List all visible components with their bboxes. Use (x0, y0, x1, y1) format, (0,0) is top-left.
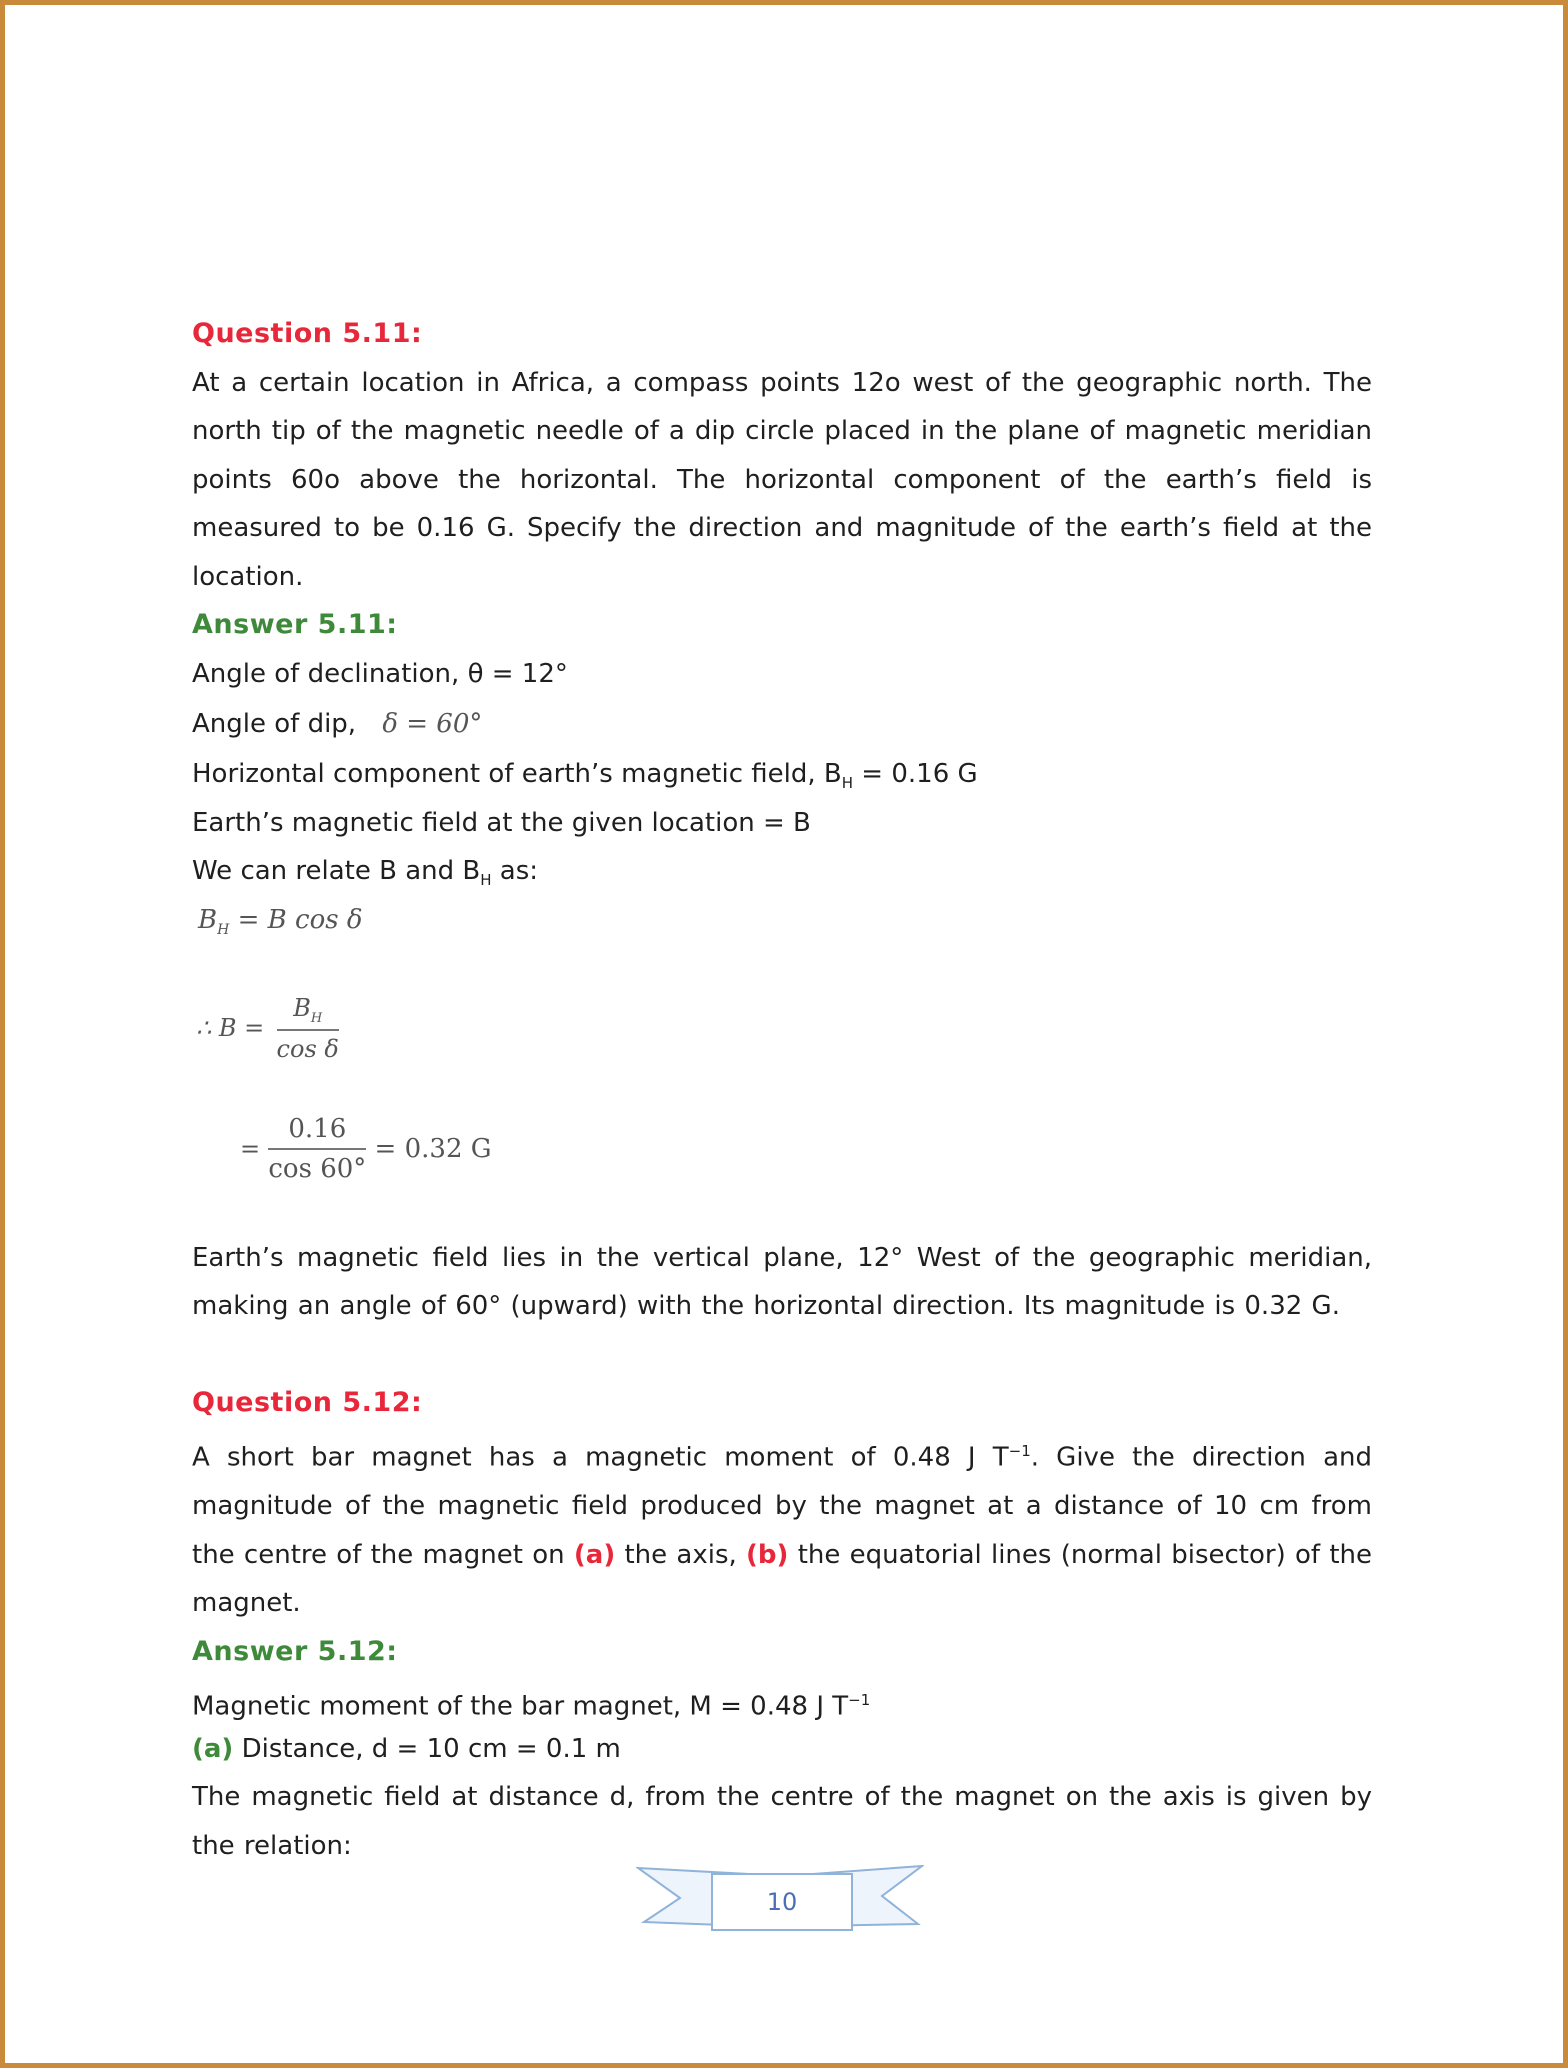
q512-label-a: (a) (573, 1539, 616, 1570)
page-number: 10 (766, 1888, 798, 1916)
eq3-result: = 0.32 G (374, 1133, 492, 1164)
relate-text: We can relate B and B (192, 856, 481, 886)
horizontal-value: = 0.16 G (853, 759, 978, 789)
q512-text-3: the axis, (615, 1539, 747, 1570)
declination-line: Angle of declination, θ = 12° (192, 658, 568, 689)
relation-text: The magnetic field at distance d, from the centre of the magnet on the axis is given by the relation: (192, 1782, 1372, 1861)
equation-bh (192, 896, 1372, 994)
moment-sup: −1 (848, 1691, 871, 1710)
eq3-equals: = (240, 1134, 261, 1163)
eq1-lhs: B (198, 904, 218, 935)
eq1-lhs-sub: H (217, 921, 230, 938)
relate-suffix: as: (491, 856, 539, 886)
moment-text: Magnetic moment of the bar magnet, M = 0.48 J T (192, 1691, 849, 1722)
answer-5-12-heading: Answer 5.12: (192, 1635, 398, 1667)
eq2-num-sub: H (310, 1010, 323, 1026)
eq2-numerator (277, 994, 339, 1032)
dip-value: δ = 60° (382, 709, 483, 739)
question-5-12-heading: Question 5.12: (192, 1386, 423, 1418)
moment-line (192, 1676, 1372, 1725)
dip-line (192, 698, 1372, 750)
eq2-num-text: B (293, 993, 311, 1022)
eq2-fraction (277, 994, 339, 1064)
equation-b (192, 994, 1372, 1114)
eq3-numerator: 0.16 (268, 1114, 366, 1150)
page-content (192, 310, 1372, 1870)
horizontal-subscript: H (841, 774, 854, 793)
spacer (192, 1331, 1372, 1379)
dip-label: Angle of dip, (192, 709, 357, 739)
answer-5-11-heading: Answer 5.11: (192, 609, 398, 640)
relate-subscript: H (480, 871, 492, 890)
eq2-denominator: cos δ (276, 1035, 339, 1064)
part-a-label: (a) (192, 1733, 234, 1764)
horizontal-text: Horizontal component of earth’s magnetic field, B (192, 759, 842, 789)
equation-result (192, 1114, 1372, 1234)
question-5-11-text: At a certain location in Africa, a compass points 12o west of the geographic north. The north tip of the magnetic needle of a dip circle placed in the plane of magnetic meridian points 60o above the horizontal. The horizontal component of the earth’s field is measured to be 0.16 G. Specify the direction and magnitude of the earth’s field at the location. (192, 367, 1372, 592)
q512-text-2: . Give the direction and magnitude of the magnetic field produced by the magnet at a distance of 10 cm from the centre of the magnet on (192, 1442, 1372, 1570)
eq2-lhs: ∴ B = (196, 1014, 265, 1043)
relate-line (192, 847, 1372, 896)
eq3-denominator: cos 60° (268, 1153, 367, 1184)
question-5-11-heading: Question 5.11: (192, 318, 423, 349)
horizontal-component-line (192, 750, 1372, 799)
question-5-12-text (192, 1427, 1372, 1628)
eq1-rhs: = B cos δ (229, 904, 363, 935)
earth-field-line: Earth’s magnetic field at the given location = B (192, 807, 811, 838)
part-a-text: Distance, d = 10 cm = 0.1 m (233, 1733, 621, 1764)
q512-text-4: the equatorial lines (normal bisector) of the magnet. (192, 1539, 1372, 1619)
eq3-fraction (268, 1114, 366, 1184)
page-number-badge (636, 1864, 924, 1944)
answer-5-11-conclusion: Earth’s magnetic field lies in the vertical plane, 12° West of the geographic meridian, making an angle of 60° (upward) with the horizontal direction. Its magnitude is 0.32 G. (192, 1242, 1372, 1321)
part-a-line (192, 1725, 1372, 1774)
q512-sup: −1 (1008, 1442, 1031, 1460)
q512-text-1: A short bar magnet has a magnetic moment of 0.48 J T (192, 1442, 1009, 1473)
q512-label-b: (b) (746, 1539, 789, 1570)
